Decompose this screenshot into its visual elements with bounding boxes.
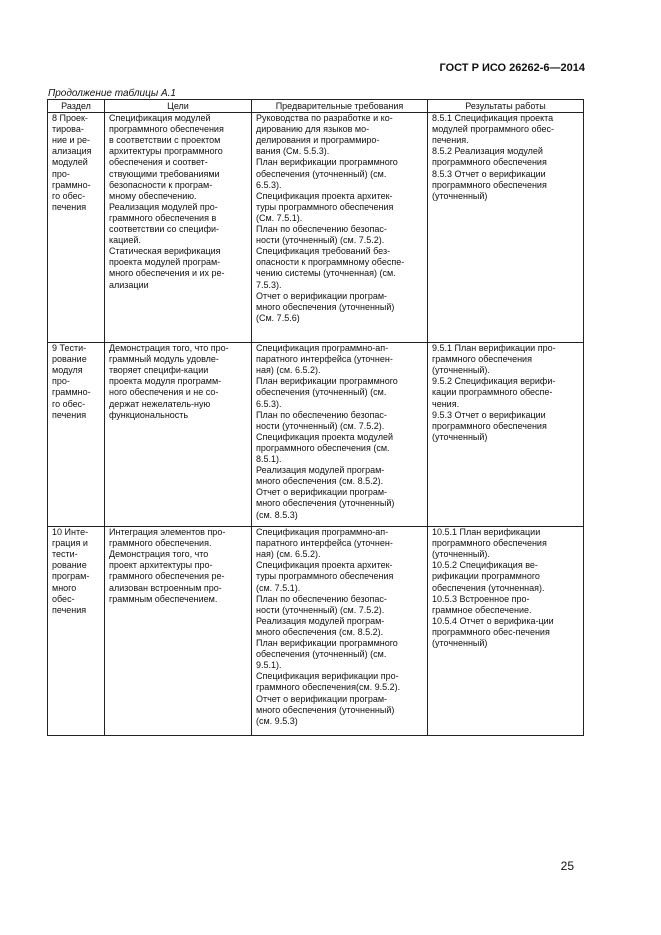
section-text: 9 Тести- рование модуля про- граммно- го обес- печения <box>52 343 91 420</box>
result-paragraph: 9.5.1 План верификации про- граммного обеспечения (уточненный). <box>432 343 556 376</box>
prereq-paragraph: Спецификация программно-ап- паратного интерфейса (уточнен- ная) (см. 6.5.2). <box>256 343 393 376</box>
result-paragraph: 8.5.2 Реализация модулей программного обеспечения <box>432 146 547 168</box>
result-paragraph: 9.5.2 Спецификация верифи- кации программного обеспе- чения. <box>432 376 556 409</box>
goal-paragraph: Спецификация модулей программного обеспечения в соответствии с проектом архитектуры программного обеспечения и соответ- ствующими требованиями безопасности к програм- мному обеспечению. <box>109 113 224 201</box>
result-paragraph: 8.5.3 Отчет о верификации программного обеспечения (уточненный) <box>432 168 547 201</box>
goals-cell <box>105 343 252 527</box>
goal-paragraph: Реализация модулей про- граммного обеспечения в соответствии со специфи- кацией. <box>109 201 219 246</box>
prereq-paragraph: Спецификация проекта модулей программного обеспечения (см. 8.5.1). <box>256 431 393 465</box>
prerequisites-cell <box>252 527 428 736</box>
result-paragraph: 10.5.4 Отчет о верифика-ции программного обес-печения (уточненный) <box>432 615 554 649</box>
prereq-paragraph: Отчет о верификации програм- много обеспечения (уточненный) (см. 8.5.3) <box>256 487 395 520</box>
result-paragraph: 10.5.3 Встроенное про- граммное обеспечение. <box>432 593 532 615</box>
table-header-row <box>48 100 584 113</box>
results-cell <box>428 113 584 343</box>
requirements-table <box>47 99 584 736</box>
prereq-paragraph: Спецификация проекта архитек- туры программного обеспечения (См. 7.5.1). <box>256 190 394 223</box>
results-cell <box>428 343 584 527</box>
section-cell <box>48 113 105 343</box>
result-paragraph: 10.5.2 Спецификация ве- рификации программного обеспечения (уточненная). <box>432 560 545 593</box>
goal-paragraph: Демонстрация того, что проект архитектуры про- граммного обеспечения ре- ализован встроенным про- граммным обеспечением. <box>109 549 225 604</box>
prereq-paragraph: Спецификация проекта архитек- туры программного обеспечения (см. 7.5.1). <box>256 560 394 593</box>
prereq-paragraph: План по обеспечению безопас- ности (уточненный) (см. 7.5.2). <box>256 224 387 246</box>
prerequisites-cell <box>252 343 428 527</box>
goals-cell <box>105 527 252 736</box>
prereq-paragraph: Спецификация верификации про- граммного обеспечения(см. 9.5.2). <box>256 671 401 693</box>
section-cell <box>48 343 105 527</box>
section-text: 8 Проек- тирова- ние и ре- ализация модулей про- граммно- го обес- печения <box>52 113 92 212</box>
prereq-paragraph: План верификации программного обеспечения (уточненный) (см. 6.5.3). <box>256 376 398 409</box>
prereq-paragraph: Отчет о верификации програм- много обеспечения (уточненный) (см. 9.5.3) <box>256 693 395 726</box>
prereq-paragraph: Реализация модулей програм- много обеспечения (см. 8.5.2). <box>256 615 385 637</box>
result-paragraph: 10.5.1 План верификации программного обеспечения (уточненный). <box>432 527 547 560</box>
prereq-paragraph: Спецификация программно-ап- паратного интерфейса (уточнен- ная) (см. 6.5.2). <box>256 527 393 560</box>
prereq-paragraph: Руководства по разработке и ко- дированию для языков мо- делирования и программиро- вания (См. 5.5.3). <box>256 113 393 157</box>
page-number: 25 <box>560 859 574 873</box>
goals-cell <box>105 113 252 343</box>
header-prerequisites: Предварительные требования <box>252 100 428 113</box>
section-cell <box>48 527 105 736</box>
prereq-paragraph: План по обеспечению безопас- ности (уточненный) (см. 7.5.2). <box>256 593 387 615</box>
prereq-paragraph: План по обеспечению безопас- ности (уточненный) (см. 7.5.2). <box>256 409 387 431</box>
goal-paragraph: Демонстрация того, что про- граммный модуль удовле- творяет специфи-кации проекта модуля программ- ного обеспечения и не со- держат нежелатель-ную функциональность <box>109 343 229 420</box>
results-cell <box>428 527 584 736</box>
header-results: Результаты работы <box>428 100 584 113</box>
prereq-paragraph: Спецификация требований без- опасности к программному обеспе- чению системы (уточненная) (см. 7.5.3). <box>256 246 405 290</box>
prereq-paragraph: План верификации программного обеспечения (уточненный) (см. 9.5.1). <box>256 638 398 671</box>
goal-paragraph: Интеграция элементов про- граммного обеспечения. <box>109 527 226 549</box>
prereq-paragraph: Реализация модулей програм- много обеспечения (см. 8.5.2). <box>256 465 385 487</box>
result-paragraph: 9.5.3 Отчет о верификации программного обеспечения (уточненный) <box>432 409 547 442</box>
prerequisites-cell <box>252 113 428 343</box>
goal-paragraph: Статическая верификация проекта модулей програм- много обеспечения и их ре- ализации <box>109 246 225 290</box>
table-row <box>48 113 584 343</box>
prereq-paragraph: Отчет о верификации програм- много обеспечения (уточненный) (См. 7.5.6) <box>256 290 395 323</box>
prereq-paragraph: План верификации программного обеспечения (уточненный) (см. 6.5.3). <box>256 157 398 190</box>
table-caption: Продолжение таблицы А.1 <box>48 88 176 99</box>
document-header: ГОСТ Р ИСО 26262-6—2014 <box>439 62 585 74</box>
header-section: Раздел <box>48 100 105 113</box>
table-row <box>48 343 584 527</box>
result-paragraph: 8.5.1 Спецификация проекта модулей программного обес- печения. <box>432 113 555 146</box>
section-text: 10 Интe- грация и тести- рование програм- много обес- печения <box>52 527 90 615</box>
header-goals: Цели <box>105 100 252 113</box>
table-row <box>48 527 584 736</box>
